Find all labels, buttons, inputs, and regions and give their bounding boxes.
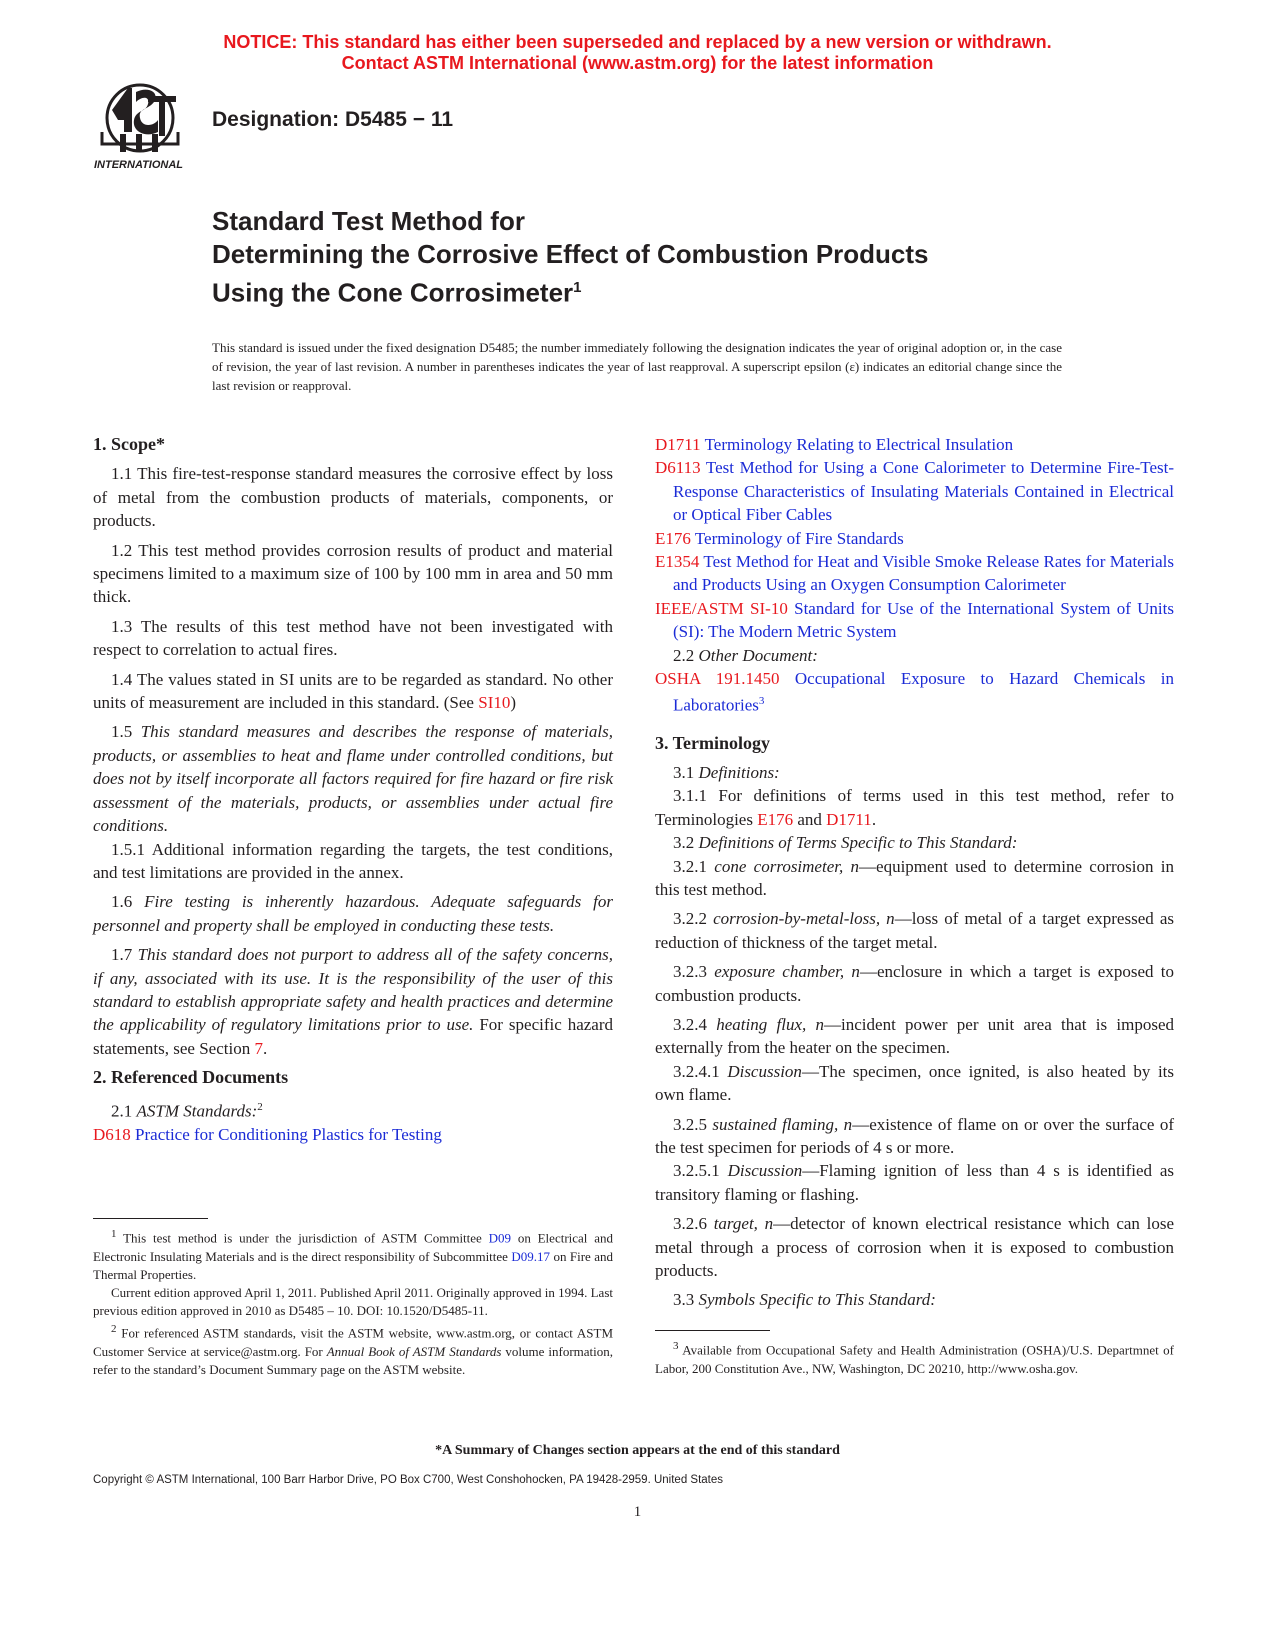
def-num: 3.2.4 — [673, 1015, 717, 1034]
def-num: 3.2.1 — [673, 856, 715, 876]
astm-logo-icon — [92, 82, 192, 172]
def-3-2-2 — [655, 907, 1174, 954]
footnote-mark-2: 2 — [257, 1100, 263, 1113]
issuance-note: This standard is issued under the fixed designation D5485; the number immediately following the designation indicates the year of original adoption or, in the case of revision, the year of last revision. A number in parentheses indicates the year of last reapproval. A superscript epsilon (ε) indicates an editorial change since the last revision or reapproval. — [212, 340, 1062, 393]
footnotes-right — [655, 1330, 1174, 1378]
link-d09[interactable]: D09 — [488, 1230, 512, 1246]
ref-title[interactable]: Occupational Exposure to Hazard Chemicals in Laboratories — [673, 669, 1174, 716]
para-3-1-1-end: . — [871, 809, 877, 829]
ref-si10[interactable] — [655, 597, 1174, 644]
footnote-1-edition: Current edition approved April 1, 2011. Published April 2011. Originally approved in 1994. Last previous edition approved in 2010 as D5485 – 10. DOI: 10.1520/D5485-11. — [93, 1284, 613, 1319]
para-1-6-text: Fire testing is inherently hazardous. Adequate safeguards for personnel and property shall be employed in conducting these tests. — [93, 892, 614, 935]
para-3-2 — [655, 831, 1174, 854]
footnote-1-mark: 1 — [111, 1228, 117, 1240]
def-3-2-4-1 — [655, 1060, 1174, 1107]
ref-d6113[interactable] — [655, 456, 1174, 526]
def-term: exposure chamber, n — [714, 962, 860, 982]
logo-text: INTERNATIONAL — [94, 159, 184, 171]
para-2-1-text: ASTM Standards: — [136, 1101, 258, 1121]
def-text: —incident power per unit area that is imposed externally from the heater on the specimen. — [655, 1015, 1175, 1058]
page-number: 1 — [633, 1504, 642, 1520]
def-term: corrosion-by-metal-loss, n — [713, 909, 895, 929]
para-1-1: 1.1 This fire-test-response standard measures the corrosive effect by loss of metal from the combustion products of materials, components, or products. — [93, 464, 613, 531]
para-1-4-end: ) — [510, 693, 517, 713]
ref-code[interactable]: E176 — [655, 528, 691, 548]
def-text: —enclosure in which a target is exposed to combustion products. — [655, 962, 1174, 1005]
para-3-2-text: Definitions of Terms Specific to This Standard: — [698, 833, 1018, 853]
para-2-2 — [655, 644, 1174, 667]
def-term: heating flux, n — [716, 1015, 825, 1034]
def-text: —The specimen, once ignited, is also heated by its own flame. — [655, 1061, 1175, 1105]
def-term: cone corrosimeter, n — [714, 856, 860, 876]
ref-code[interactable]: OSHA 191.1450 — [655, 669, 780, 689]
para-2-2-text: Other Document: — [698, 645, 818, 665]
def-text: —equipment used to determine corrosion in this test method. — [655, 856, 1175, 899]
para-1-7-text: This standard does not purport to address all of the safety concerns, if any, associated with its use. It is the responsibility of the user of this standard to establish appropriate safety and health practices and determine the applicability of regulatory limitations prior to use. — [93, 945, 613, 1035]
para-3-1 — [655, 761, 1174, 784]
para-3-1-text: Definitions: — [698, 762, 780, 782]
def-3-2-1 — [655, 855, 1174, 902]
para-1-3: 1.3 The results of this test method have not been investigated with respect to correlation to actual fires. — [93, 616, 613, 660]
footnote-2-italic: Annual Book of ASTM Standards — [326, 1343, 502, 1359]
def-num: 3.2.4.1 — [673, 1061, 728, 1081]
footnote-2 — [93, 1320, 613, 1379]
def-term: Discussion — [727, 1161, 803, 1181]
def-3-2-4 — [655, 1013, 1174, 1060]
def-num: 3.2.3 — [673, 962, 715, 982]
para-3-2-num: 3.2 — [673, 833, 699, 853]
para-3-1-num: 3.1 — [673, 762, 699, 782]
def-text: —existence of flame on or over the surface of the test specimen for periods of 4 s or more. — [655, 1114, 1175, 1158]
def-3-2-5 — [655, 1113, 1174, 1160]
def-num: 3.2.5 — [673, 1114, 713, 1134]
astm-logo — [92, 82, 192, 172]
para-3-3-num: 3.3 — [673, 1290, 699, 1310]
footnote-1-text: This test method is under the jurisdiction of ASTM Committee — [116, 1230, 489, 1246]
para-1-7 — [93, 943, 613, 1060]
link-si10[interactable]: SI10 — [478, 693, 511, 713]
para-3-1-1 — [655, 784, 1174, 831]
footnote-1-text-b: on Electrical and Electronic Insulating Materials and is the direct responsibility of Subcommittee — [93, 1230, 613, 1264]
footnote-1 — [93, 1225, 613, 1284]
def-term: Discussion — [727, 1061, 802, 1081]
link-section-7[interactable]: 7 — [254, 1038, 263, 1058]
para-1-7-hazard: For specific hazard statements, see Section — [93, 1015, 613, 1058]
def-text: —loss of metal of a target expressed as reduction of thickness of the target metal. — [655, 909, 1174, 952]
para-1-5 — [93, 720, 613, 837]
ref-title[interactable]: Practice for Conditioning Plastics for Testing — [130, 1124, 442, 1144]
ref-title[interactable]: Terminology of Fire Standards — [690, 528, 904, 548]
para-1-4 — [93, 668, 613, 715]
footnote-rule — [655, 1330, 770, 1331]
ref-code[interactable]: D6113 — [655, 458, 701, 478]
ref-code[interactable]: D1711 — [655, 435, 701, 454]
section-refdocs-heading: 2. Referenced Documents — [93, 1067, 289, 1088]
summary-of-changes-note: *A Summary of Changes section appears at the end of this standard — [435, 1443, 840, 1458]
withdrawal-notice — [0, 32, 1275, 74]
para-1-5-num: 1.5 — [111, 722, 141, 742]
para-3-3-text: Symbols Specific to This Standard: — [698, 1290, 936, 1310]
def-3-2-5-1 — [655, 1159, 1174, 1206]
para-3-3 — [655, 1288, 1174, 1311]
title-line-3 — [212, 271, 1112, 310]
footnote-1-text-c: on Fire and Thermal Properties. — [93, 1248, 613, 1282]
footnote-mark-3: 3 — [758, 695, 765, 708]
ref-e1354[interactable] — [655, 550, 1174, 597]
para-2-1 — [93, 1096, 613, 1123]
ref-d618[interactable] — [93, 1123, 613, 1146]
copyright-line: Copyright © ASTM International, 100 Barr Harbor Drive, PO Box C700, West Conshohocken, PA 19428-2959. United States — [93, 1474, 724, 1486]
ref-e176[interactable] — [655, 527, 1174, 550]
title-line-1: Standard Test Method for — [212, 206, 525, 236]
def-term: sustained flaming, n — [712, 1114, 853, 1134]
title-line-3-text: Using the Cone Corrosimeter — [212, 277, 574, 308]
para-2-1-num: 2.1 — [111, 1101, 137, 1121]
para-1-7-end: . — [262, 1038, 268, 1058]
para-2-2-num: 2.2 — [673, 645, 699, 665]
para-1-5-1: 1.5.1 Additional information regarding the targets, the test conditions, and test limitations are provided in the annex. — [93, 839, 613, 882]
footnote-2-text-b: volume information, refer to the standard’s Document Summary page on the ASTM website. — [93, 1343, 614, 1378]
def-num: 3.2.2 — [673, 909, 714, 929]
section-scope-heading: 1. Scope* — [93, 434, 165, 454]
def-num: 3.2.6 — [673, 1214, 714, 1234]
def-3-2-3 — [655, 960, 1174, 1007]
ref-code[interactable]: E1354 — [655, 552, 700, 572]
link-e176[interactable]: E176 — [757, 809, 794, 829]
ref-title[interactable]: Test Method for Heat and Visible Smoke Release Rates for Materials and Products Using an Oxygen Consumption Calorimeter — [673, 552, 1174, 595]
footnote-2-text: For referenced ASTM standards, visit the ASTM website, www.astm.org, or contact ASTM Customer Service at service@astm.org. For — [93, 1325, 613, 1359]
para-1-7-num: 1.7 — [111, 945, 138, 965]
ref-title[interactable]: Standard for Use of the International System of Units (SI): The Modern Metric System — [673, 598, 1174, 642]
right-column — [655, 433, 1174, 1318]
ref-code[interactable]: IEEE/ASTM SI-10 — [655, 598, 788, 618]
notice-line-1: NOTICE: This standard has either been superseded and replaced by a new version or withdrawn. — [223, 32, 1052, 52]
para-3-1-1-and: and — [793, 809, 827, 829]
footnote-rule — [93, 1218, 208, 1219]
title-line-2: Determining the Corrosive Effect of Combustion Products — [212, 239, 929, 269]
def-term: target, n — [713, 1214, 774, 1234]
ref-d1711[interactable] — [655, 433, 1174, 456]
footnotes-left — [93, 1218, 613, 1379]
designation: Designation: D5485 − 11 — [212, 108, 454, 131]
footnote-3-mark: 3 — [673, 1340, 679, 1352]
def-text: —Flaming ignition of less than 4 s is identified as transitory flaming or flashing. — [655, 1161, 1174, 1204]
def-num: 3.2.5.1 — [673, 1161, 728, 1181]
para-3-1-1-text: 3.1.1 For definitions of terms used in this test method, refer to Terminologies — [655, 786, 1174, 829]
link-d09-17[interactable]: D09.17 — [511, 1248, 551, 1264]
para-1-6-num: 1.6 — [111, 892, 145, 912]
para-1-6 — [93, 890, 613, 937]
ref-osha[interactable] — [655, 667, 1174, 717]
para-1-4-text: 1.4 The values stated in SI units are to be regarded as standard. No other units of measurement are included in this standard. (See — [93, 669, 613, 713]
link-d1711[interactable]: D1711 — [826, 809, 872, 829]
footnote-3-text: Available from Occupational Safety and Health Administration (OSHA)/U.S. Departmnet of Labor, 200 Constitution Ave., NW, Washington, DC 20210, http://www.osha.gov. — [655, 1342, 1174, 1376]
ref-title[interactable]: Test Method for Using a Cone Calorimeter to Determine Fire-Test-Response Characteristics of Insulating Materials Contained in Electrical or Optical Fiber Cables — [673, 458, 1174, 525]
para-1-5-text: This standard measures and describes the response of materials, products, or assemblies to heat and flame under controlled conditions, but does not by itself incorporate all factors required for fire hazard or fire risk assessment of the materials, products, or assemblies under actual fire conditions. — [93, 722, 613, 836]
left-column — [93, 433, 613, 1146]
def-3-2-6 — [655, 1212, 1174, 1282]
document-title — [212, 205, 1112, 310]
title-footnote-mark: 1 — [573, 279, 582, 296]
section-terminology-heading: 3. Terminology — [655, 732, 771, 753]
para-1-2: 1.2 This test method provides corrosion results of product and material specimens limited to a maximum size of 100 by 100 mm in area and 50 mm thick. — [93, 540, 613, 607]
ref-title[interactable]: Terminology Relating to Electrical Insulation — [700, 435, 1014, 454]
notice-line-2: Contact ASTM International (www.astm.org) for the latest information — [341, 53, 934, 73]
footnote-2-mark: 2 — [111, 1323, 117, 1336]
footnote-3 — [655, 1337, 1174, 1378]
def-text: —detector of known electrical resistance which can lose metal through a process of corrosion when it is exposed to combustion products. — [655, 1214, 1174, 1281]
ref-code[interactable]: D618 — [93, 1124, 131, 1144]
